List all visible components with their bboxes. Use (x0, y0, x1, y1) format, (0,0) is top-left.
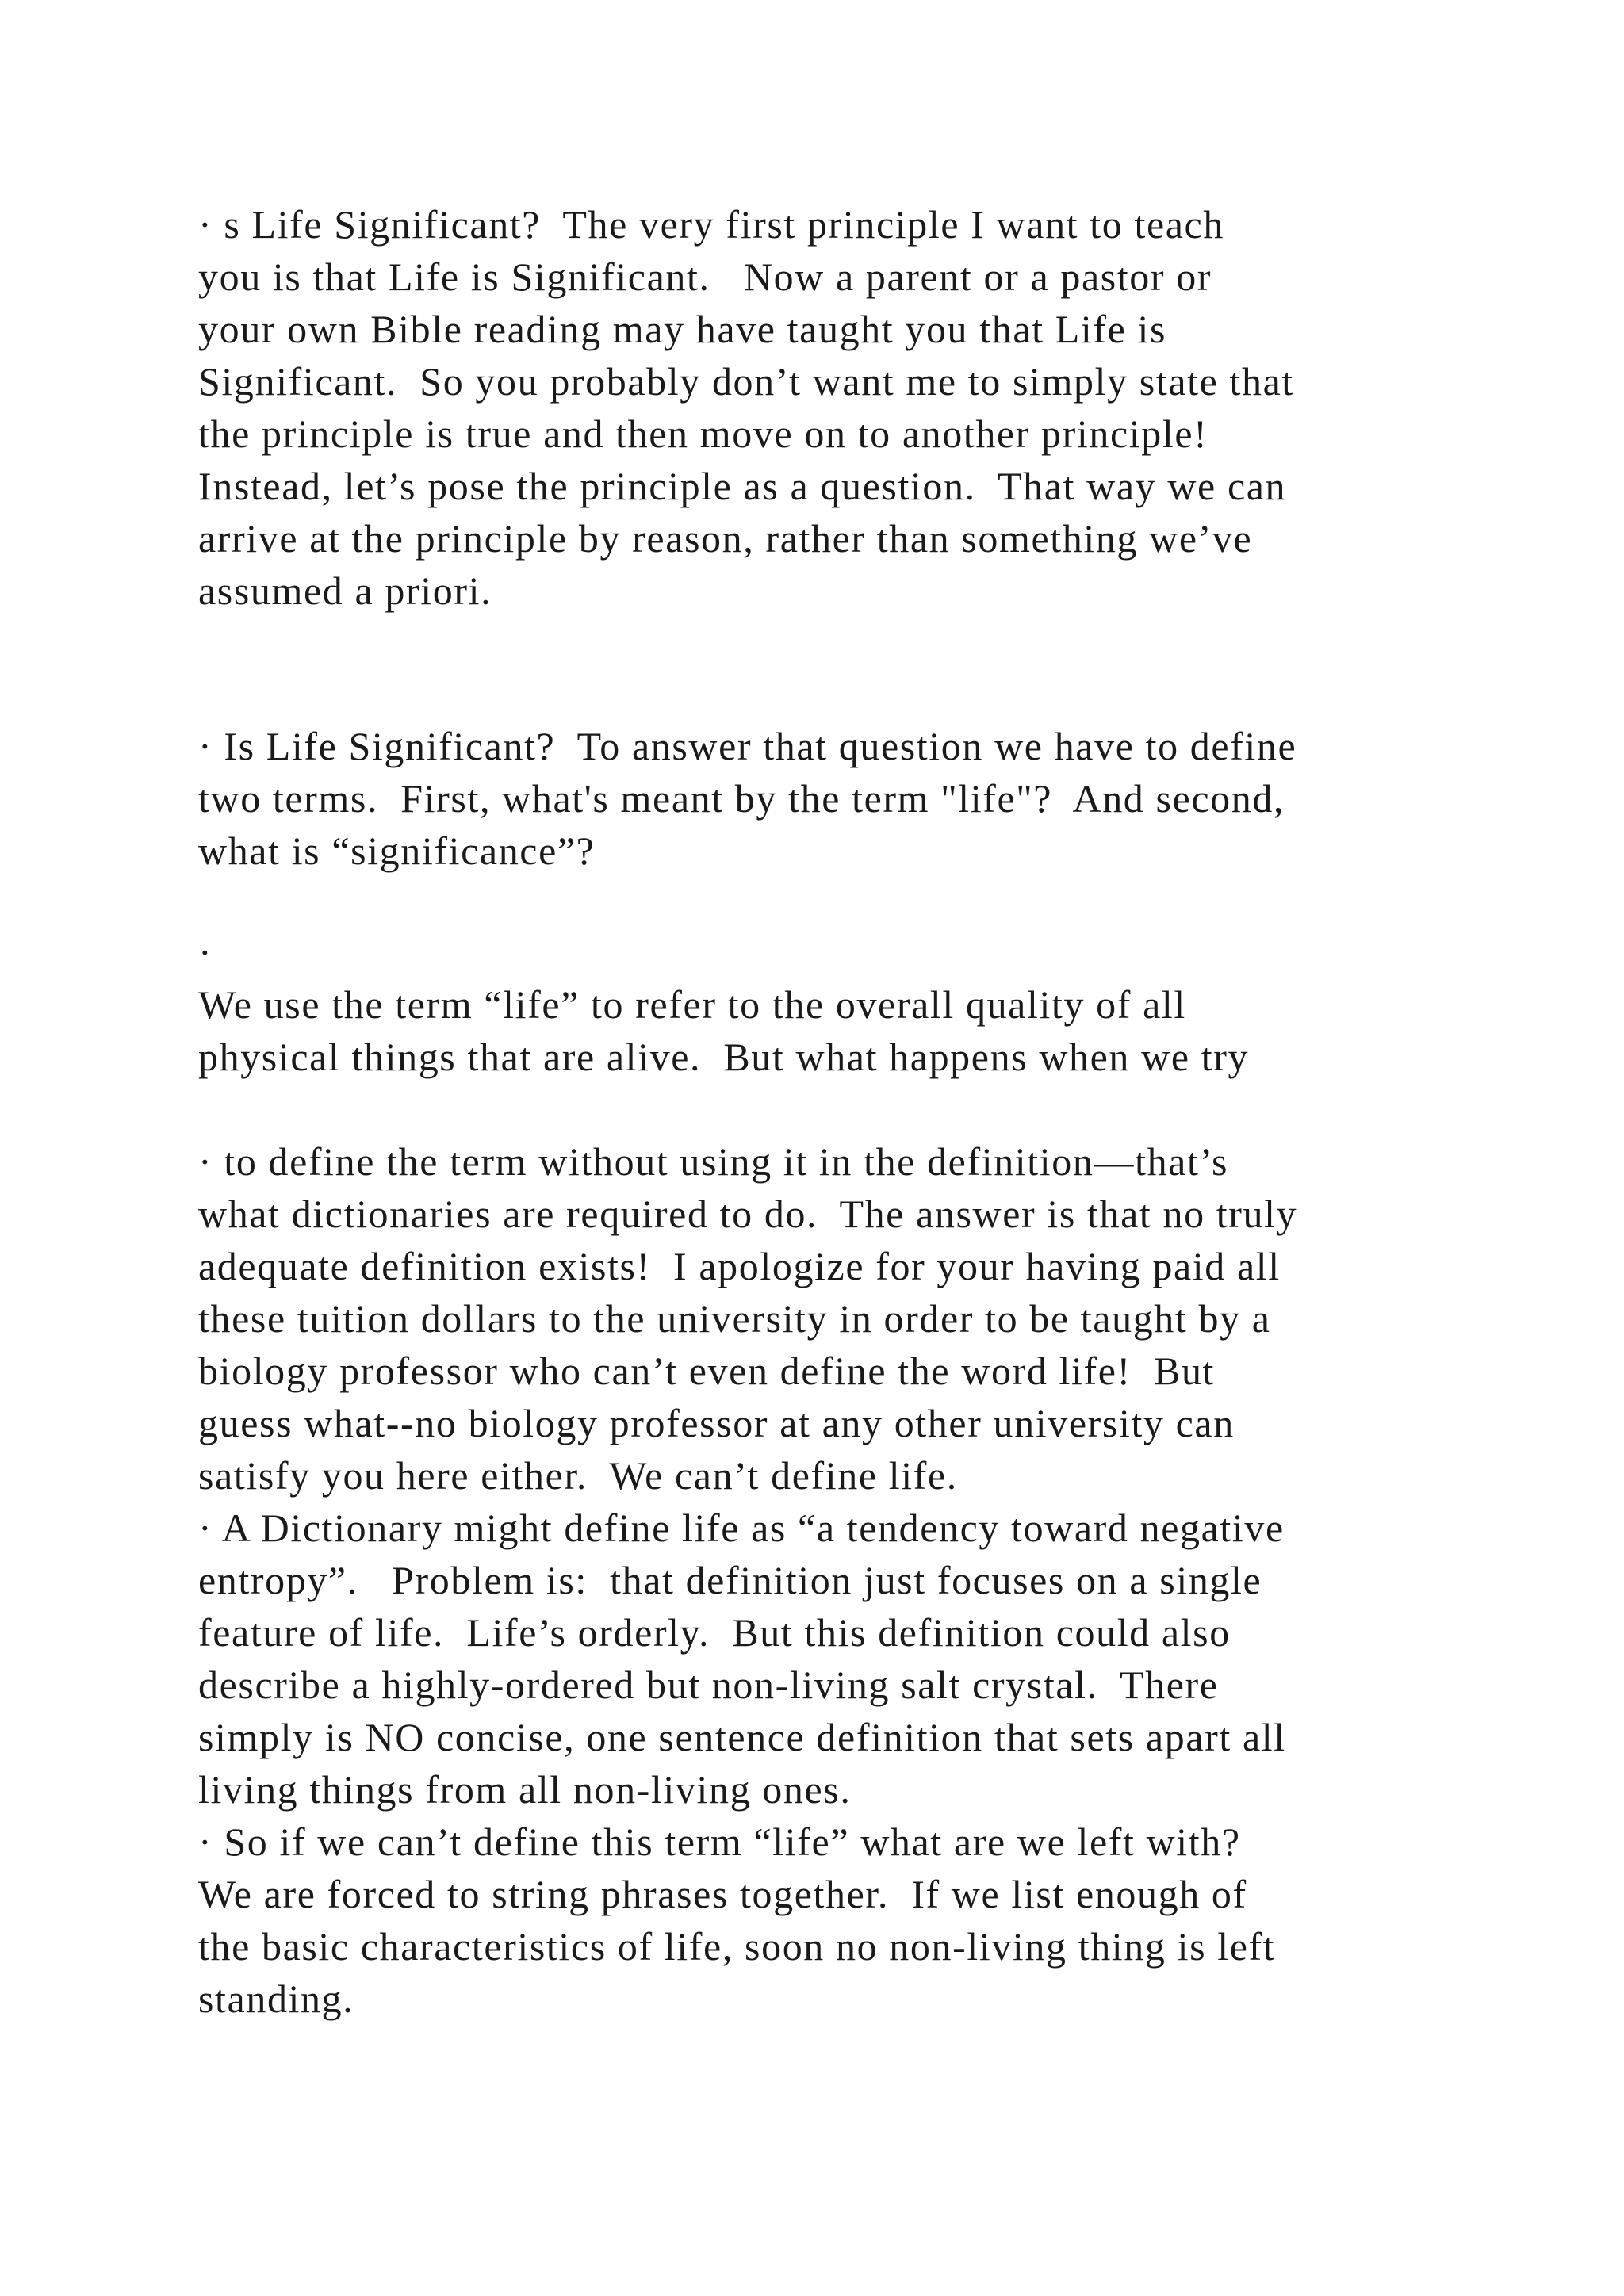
paragraph-define-two-terms (198, 720, 1530, 877)
text-line: Instead, let’s pose the principle as a question. That way we can (198, 464, 1287, 508)
text-line: two terms. First, what's meant by the term "life"? And second, (198, 776, 1285, 821)
text-line: · s Life Significant? The very first principle I want to teach (198, 202, 1224, 247)
text-line: Significant. So you probably don’t want me to simply state that (198, 359, 1294, 404)
text-line: · A Dictionary might define life as “a tendency toward negative (198, 1506, 1285, 1550)
text-line: · So if we can’t define this term “life” what are we left with? (198, 1820, 1241, 1864)
paragraph-term-life (198, 926, 1530, 1083)
text-line: your own Bible reading may have taught you that Life is (198, 307, 1167, 351)
text-line: entropy”. Problem is: that definition just focuses on a single (198, 1558, 1262, 1602)
text-line: what is “significance”? (198, 828, 596, 873)
text-line: describe a highly-ordered but non-living salt crystal. There (198, 1663, 1219, 1707)
text-line: · to define the term without using it in the definition—that’s (198, 1139, 1229, 1184)
text-line: physical things that are alive. But what happens when we try (198, 1035, 1250, 1079)
text-line: We use the term “life” to refer to the overall quality of all (198, 982, 1186, 1027)
text-line: feature of life. Life’s orderly. But this definition could also (198, 1610, 1231, 1655)
text-line: satisfy you here either. We can’t define life. (198, 1453, 958, 1498)
text-line: adequate definition exists! I apologize for your having paid all (198, 1244, 1281, 1288)
text-line: the basic characteristics of life, soon no non-living thing is left (198, 1924, 1276, 1969)
text-line: · (198, 930, 213, 974)
text-line: what dictionaries are required to do. The answer is that no truly (198, 1192, 1298, 1236)
text-line: biology professor who can’t even define the word life! But (198, 1349, 1216, 1393)
text-line: guess what--no biology professor at any other university can (198, 1401, 1235, 1445)
text-line: arrive at the principle by reason, rather than something we’ve (198, 516, 1253, 561)
text-line: you is that Life is Significant. Now a parent or a pastor or (198, 254, 1212, 299)
paragraph-defining-life (198, 1135, 1530, 2025)
text-line: simply is NO concise, one sentence definition that sets apart all (198, 1715, 1286, 1759)
text-line: assumed a priori. (198, 568, 492, 613)
text-line: the principle is true and then move on to another principle! (198, 411, 1208, 456)
paragraph-is-life-significant-intro (198, 198, 1530, 617)
text-line: · Is Life Significant? To answer that question we have to define (198, 724, 1297, 768)
text-line: We are forced to string phrases together. If we list enough of (198, 1872, 1247, 1916)
text-line: living things from all non-living ones. (198, 1767, 852, 1812)
text-line: these tuition dollars to the university in order to be taught by a (198, 1296, 1271, 1341)
text-line: standing. (198, 1976, 354, 2021)
